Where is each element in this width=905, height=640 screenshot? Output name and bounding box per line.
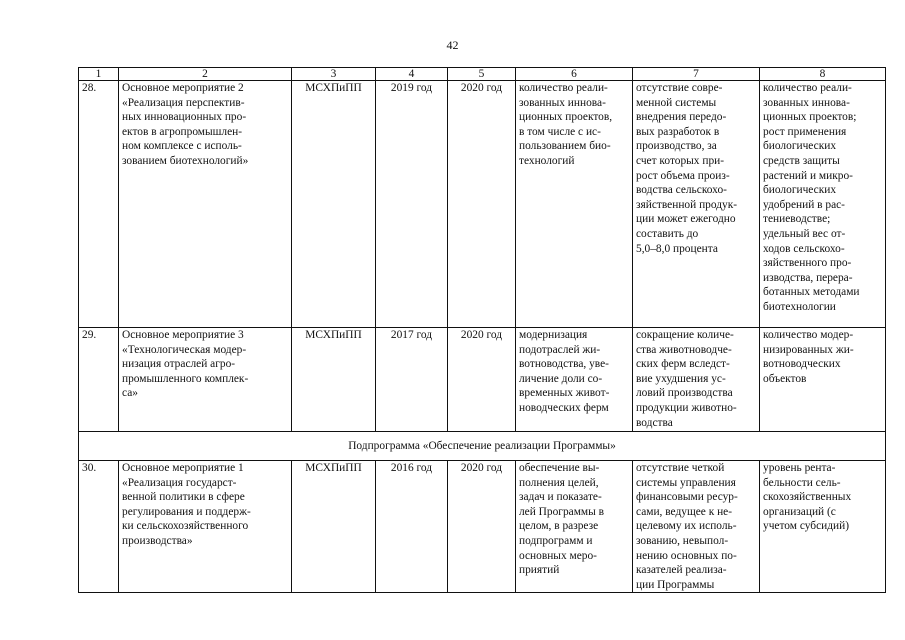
measures-table xyxy=(78,67,886,593)
executor: МСХПиПП xyxy=(292,81,376,328)
cell-line: ных инновационных про- xyxy=(122,111,247,124)
cell-line: целевому их исполь- xyxy=(636,520,737,533)
cell-line: венной политики в сфере xyxy=(122,491,245,504)
column-header: 2 xyxy=(119,68,292,81)
cell-line: уровень рента- xyxy=(763,462,836,474)
cell-line: сами, ведущее к не- xyxy=(636,505,733,518)
cell-line: ства животноводче- xyxy=(636,343,732,356)
cell-line: 5,0–8,0 процента xyxy=(636,242,718,255)
cell-line: биотехнологии xyxy=(763,300,836,313)
cell-line: ловий производства xyxy=(636,387,733,400)
cell-line: ции Программы xyxy=(636,578,715,591)
cell-line: модернизация xyxy=(519,329,588,341)
cell-line: зованием биотехнологий» xyxy=(122,154,249,167)
cell-line: ских ферм вследст- xyxy=(636,358,730,371)
row-number: 29. xyxy=(79,328,119,432)
cell-line: отсутствие четкой xyxy=(636,462,725,474)
cell-line: ходов сельскохо- xyxy=(763,242,845,255)
table-row xyxy=(79,461,886,593)
measure-name xyxy=(119,328,292,432)
cell-line: растений и микро- xyxy=(763,169,853,182)
page-number: 42 xyxy=(446,38,459,52)
cell-line: зяйственного про- xyxy=(763,257,852,270)
non-implementation-consequence xyxy=(633,328,760,432)
cell-line: новодческих ферм xyxy=(519,401,609,414)
cell-line: ботанных методами xyxy=(763,286,860,299)
cell-line: биологических xyxy=(763,140,837,153)
cell-line: ции может ежегодно xyxy=(636,213,736,226)
cell-line: рост применения xyxy=(763,125,847,138)
column-header: 4 xyxy=(376,68,448,81)
cell-line: подотраслей жи- xyxy=(519,343,601,356)
cell-line: полнения целей, xyxy=(519,476,599,489)
end-year: 2020 год xyxy=(448,461,516,593)
non-implementation-consequence xyxy=(633,81,760,328)
cell-line: са» xyxy=(122,387,138,400)
cell-line: рост объема произ- xyxy=(636,169,730,182)
cell-line: Основное мероприятие 1 xyxy=(122,462,244,474)
cell-line: в том числе с ис- xyxy=(519,125,601,138)
cell-line: удельный вес от- xyxy=(763,227,846,240)
row-number: 30. xyxy=(79,461,119,593)
cell-line: сокращение количе- xyxy=(636,329,734,341)
cell-line: регулирования и поддерж- xyxy=(122,505,251,518)
cell-line: бельности сель- xyxy=(763,476,841,489)
cell-line: пользованием био- xyxy=(519,140,611,153)
expected-result xyxy=(516,81,633,328)
column-header: 6 xyxy=(516,68,633,81)
column-header: 7 xyxy=(633,68,760,81)
cell-line: счет которых при- xyxy=(636,154,725,167)
cell-line: внедрения передо- xyxy=(636,111,727,124)
cell-line: удобрений в рас- xyxy=(763,198,845,211)
cell-line: организаций (с xyxy=(763,505,836,518)
cell-line: зяйственной продук- xyxy=(636,198,738,211)
cell-line: ционных проектов, xyxy=(519,111,613,124)
column-header: 5 xyxy=(448,68,516,81)
table-row xyxy=(79,81,886,328)
end-year: 2020 год xyxy=(448,328,516,432)
column-header: 8 xyxy=(760,68,886,81)
cell-line: технологий xyxy=(519,154,575,167)
cell-line: зованных иннова- xyxy=(519,96,606,109)
cell-line: Основное мероприятие 3 xyxy=(122,329,244,341)
start-year: 2019 год xyxy=(376,81,448,328)
cell-line: подпрограмм и xyxy=(519,534,593,547)
executor: МСХПиПП xyxy=(292,461,376,593)
cell-line: ектов в агропромышлен- xyxy=(122,125,243,138)
start-year: 2016 год xyxy=(376,461,448,593)
cell-line: вотноводства, уве- xyxy=(519,358,609,371)
cell-line: основных меро- xyxy=(519,549,597,562)
non-implementation-consequence xyxy=(633,461,760,593)
cell-line: зованию, невыпол- xyxy=(636,534,729,547)
cell-line: «Реализация государст- xyxy=(122,476,237,489)
cell-line: нению основных по- xyxy=(636,549,737,562)
cell-line: водства сельскохо- xyxy=(636,184,727,197)
executor: МСХПиПП xyxy=(292,328,376,432)
cell-line: тениеводстве; xyxy=(763,213,831,226)
cell-line: временных живот- xyxy=(519,387,610,400)
cell-line: количество реали- xyxy=(519,82,608,94)
cell-line: обеспечение вы- xyxy=(519,462,600,474)
cell-line: вотноводческих xyxy=(763,358,841,371)
cell-line: приятий xyxy=(519,564,560,577)
cell-line: ки сельскохозяйственного xyxy=(122,520,249,533)
cell-line: изводства, перера- xyxy=(763,271,853,284)
row-number: 28. xyxy=(79,81,119,328)
column-header: 1 xyxy=(79,68,119,81)
subprogram-title: Подпрограмма «Обеспечение реализации Программы» xyxy=(79,432,886,461)
cell-line: зованных иннова- xyxy=(763,96,850,109)
related-indicator xyxy=(760,461,886,593)
cell-line: количество реали- xyxy=(763,82,852,94)
expected-result xyxy=(516,461,633,593)
measure-name xyxy=(119,81,292,328)
cell-line: ном комплексе с исполь- xyxy=(122,140,242,153)
cell-line: системы управления xyxy=(636,476,736,489)
cell-line: низация отраслей агро- xyxy=(122,358,236,371)
cell-line: «Технологическая модер- xyxy=(122,343,247,356)
cell-line: продукции животно- xyxy=(636,401,737,414)
cell-line: низированных жи- xyxy=(763,343,854,356)
cell-line: водства xyxy=(636,416,673,429)
cell-line: Основное мероприятие 2 xyxy=(122,82,244,94)
cell-line: финансовыми ресур- xyxy=(636,491,738,504)
cell-line: вие ухудшения ус- xyxy=(636,372,726,385)
measure-name xyxy=(119,461,292,593)
cell-line: казателей реализа- xyxy=(636,564,727,577)
cell-line: объектов xyxy=(763,372,807,385)
cell-line: составить до xyxy=(636,227,699,240)
cell-line: средств защиты xyxy=(763,154,840,167)
cell-line: ционных проектов; xyxy=(763,111,857,124)
cell-line: задач и показате- xyxy=(519,491,602,504)
cell-line: отсутствие совре- xyxy=(636,82,723,94)
related-indicator xyxy=(760,81,886,328)
subprogram-row xyxy=(79,432,886,461)
column-header: 3 xyxy=(292,68,376,81)
start-year: 2017 год xyxy=(376,328,448,432)
expected-result xyxy=(516,328,633,432)
cell-line: скохозяйственных xyxy=(763,491,852,504)
cell-line: количество модер- xyxy=(763,329,854,341)
cell-line: лей Программы в xyxy=(519,505,605,518)
cell-line: менной системы xyxy=(636,96,717,109)
header-row xyxy=(79,68,886,81)
end-year: 2020 год xyxy=(448,81,516,328)
cell-line: производство, за xyxy=(636,140,717,153)
cell-line: вых разработок в xyxy=(636,125,720,138)
cell-line: «Реализация перспектив- xyxy=(122,96,245,109)
cell-line: учетом субсидий) xyxy=(763,520,850,533)
cell-line: биологических xyxy=(763,184,837,197)
cell-line: целом, в разрезе xyxy=(519,520,599,533)
related-indicator xyxy=(760,328,886,432)
table-row xyxy=(79,328,886,432)
cell-line: промышленного комплек- xyxy=(122,372,249,385)
cell-line: производства» xyxy=(122,534,193,547)
cell-line: личение доли со- xyxy=(519,372,603,385)
